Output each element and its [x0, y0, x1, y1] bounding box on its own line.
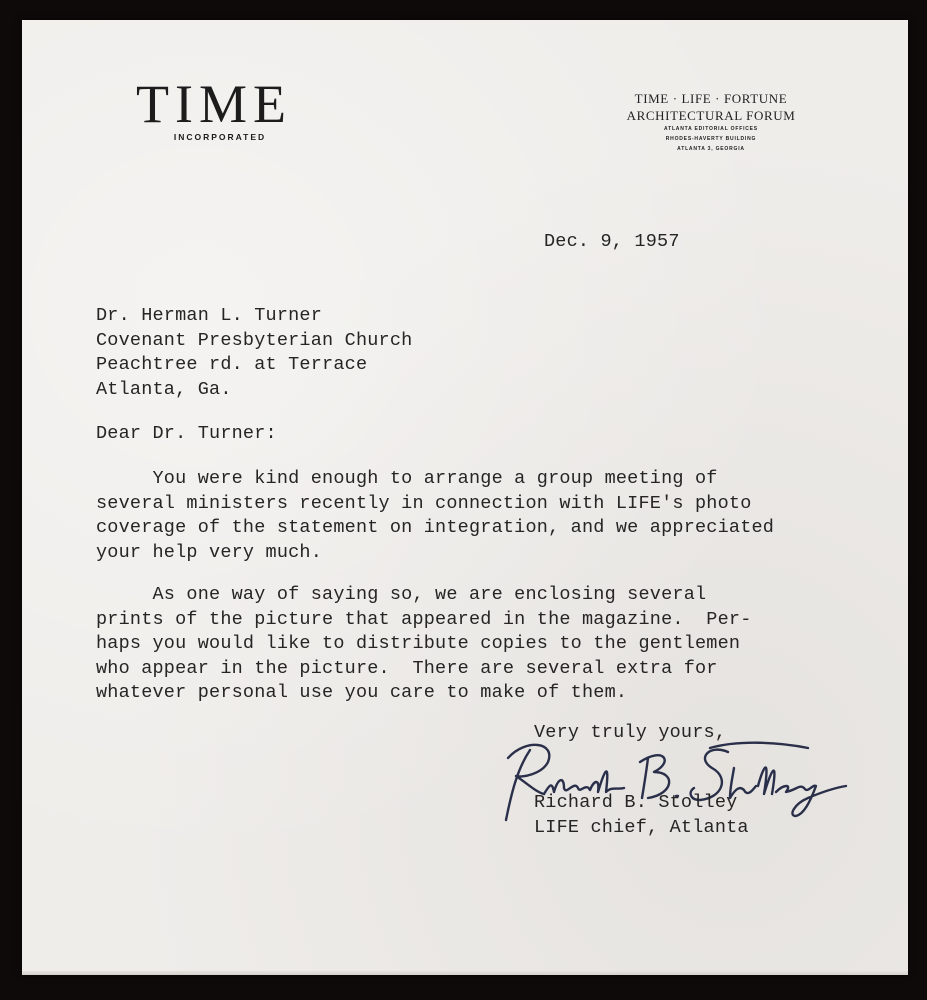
paragraph-line: several ministers recently in connection with LIFE's photo	[96, 492, 752, 514]
salutation: Dear Dr. Turner:	[96, 423, 277, 444]
signer-title: LIFE chief, Atlanta	[534, 816, 749, 838]
logo-subtitle: INCORPORATED	[173, 132, 267, 142]
masthead	[596, 90, 826, 154]
letter-date: Dec. 9, 1957	[544, 231, 680, 252]
recipient-name: Dr. Herman L. Turner	[96, 305, 323, 326]
recipient-address	[96, 304, 412, 402]
paragraph-line: prints of the picture that appeared in the magazine. Per-	[96, 608, 752, 630]
paragraph-2	[96, 583, 752, 706]
time-inc-logo	[122, 74, 306, 142]
masthead-forum: ARCHITECTURAL FORUM	[626, 108, 796, 123]
paragraph-line: your help very much.	[96, 541, 323, 563]
paragraph-1	[96, 467, 774, 565]
logo-wordmark: TIME	[136, 74, 292, 134]
paragraph-line: As one way of saying so, we are enclosing several	[96, 584, 707, 605]
masthead-office: ATLANTA EDITORIAL OFFICES	[664, 126, 758, 132]
letter-sheet	[22, 20, 908, 975]
recipient-organization: Covenant Presbyterian Church	[96, 329, 413, 351]
masthead-city: ATLANTA 3, GEORGIA	[677, 146, 745, 152]
signer-block	[534, 791, 749, 840]
signer-name: Richard B. Stolley	[534, 792, 738, 813]
closing: Very truly yours,	[534, 722, 727, 743]
paragraph-line: coverage of the statement on integration, and we appreciated	[96, 517, 775, 538]
masthead-publications: TIME · LIFE · FORTUNE	[634, 91, 788, 106]
paragraph-line: haps you would like to distribute copies to the gentlemen	[96, 633, 741, 654]
recipient-city: Atlanta, Ga.	[96, 378, 232, 400]
paragraph-line: You were kind enough to arrange a group meeting of	[96, 468, 718, 489]
paper-edge	[22, 971, 908, 975]
paragraph-line: whatever personal use you care to make of them.	[96, 682, 628, 703]
masthead-building: RHODES-HAVERTY BUILDING	[665, 136, 757, 142]
paragraph-line: who appear in the picture. There are several extra for	[96, 657, 718, 679]
recipient-street: Peachtree rd. at Terrace	[96, 354, 368, 375]
